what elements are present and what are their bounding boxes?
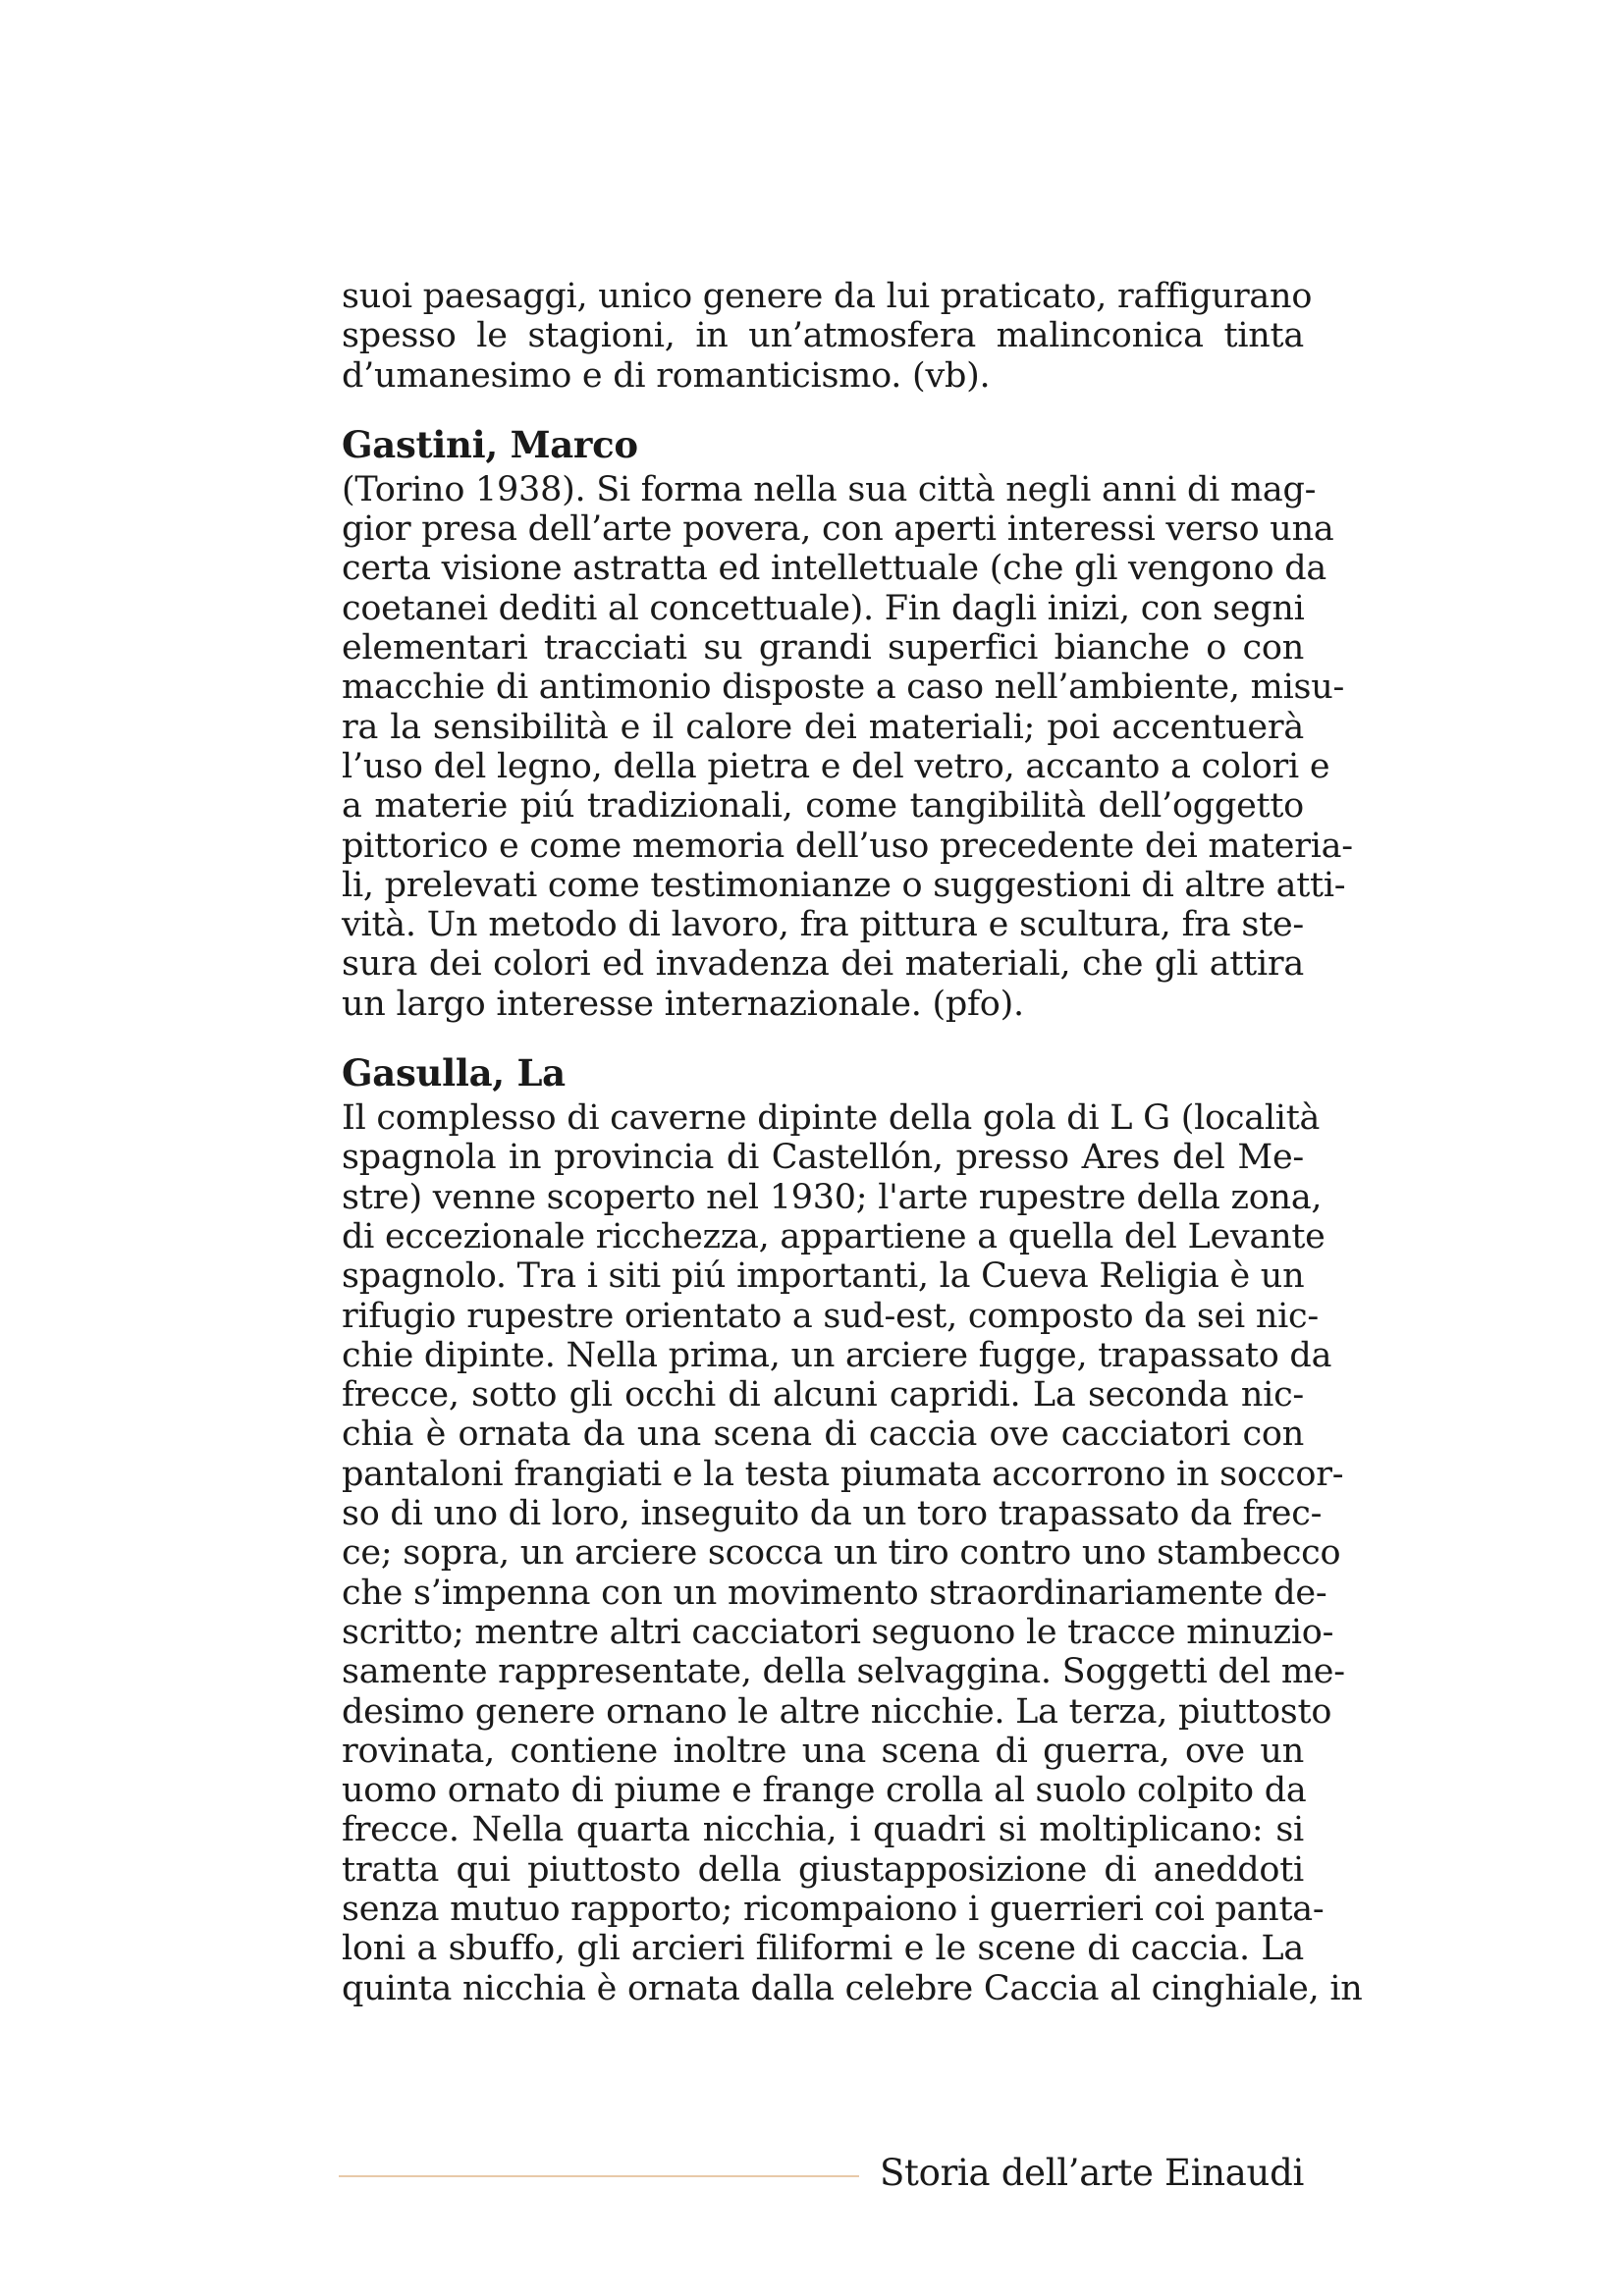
text-line: d’umanesimo e di romanticismo. (vb). [342,355,991,396]
text-line: uomo ornato di piume e frange crolla al suolo colpito da [342,1771,1307,1811]
text-line: un largo interesse internazionale. (pfo). [342,984,1024,1024]
entry-title: Gasulla, La [342,1051,566,1095]
text-line: tratta qui piuttosto della giustapposizione di aneddoti [342,1849,1304,1890]
text-line: chia è ornata da una scena di caccia ove cacciatori con [342,1415,1304,1455]
text-line: certa visione astratta ed intellettuale (che gli vengono da [342,549,1327,589]
text-line: ra la sensibilità e il calore dei materiali; poi accentuerà [342,707,1304,747]
text-line: Il complesso di caverne dipinte della gola di L G (località [342,1098,1321,1139]
text-line: a materie piú tradizionali, come tangibilità dell’oggetto [342,786,1304,827]
text-line: pantaloni frangiati e la testa piumata accorrono in soccor- [342,1454,1344,1494]
text-line: rifugio rupestre orientato a sud-est, composto da sei nic- [342,1296,1319,1336]
text-line: chie dipinte. Nella prima, un arciere fugge, trapassato da [342,1335,1332,1375]
text-line: sura dei colori ed invadenza dei materiali, che gli attira [342,944,1304,985]
text-line: spagnola in provincia di Castellón, presso Ares del Me- [342,1138,1304,1178]
text-line: frecce. Nella quarta nicchia, i quadri si moltiplicano: si [342,1810,1304,1850]
text-line: so di uno di loro, inseguito da un toro trapassato da frec- [342,1494,1323,1534]
text-line: gior presa dell’arte povera, con aperti interessi verso una [342,509,1334,550]
page-body [342,277,1363,2008]
text-line: desimo genere ornano le altre nicchie. La terza, piuttosto [342,1691,1332,1732]
text-line: senza mutuo rapporto; ricompaiono i guerrieri coi panta- [342,1889,1325,1929]
footer-divider [339,2175,859,2177]
text-line: ce; sopra, un arciere scocca un tiro contro uno stambecco [342,1533,1341,1574]
text-line: macchie di antimonio disposte a caso nell’ambiente, misu- [342,667,1345,708]
text-line: l’uso del legno, della pietra e del vetro, accanto a colori e [342,746,1330,786]
text-line: elementari tracciati su grandi superfici bianche o con [342,628,1304,668]
page-footer [339,2152,1304,2201]
text-line: rovinata, contiene inoltre una scena di guerra, ove un [342,1731,1304,1771]
entry-continuation [342,277,1313,396]
text-line: suoi paesaggi, unico genere da lui praticato, raffigurano [342,277,1313,316]
text-line: frecce, sotto gli occhi di alcuni capridi. La seconda nic- [342,1375,1304,1415]
entry-title: Gastini, Marco [342,422,638,466]
text-line: (Torino 1938). Si forma nella sua città negli anni di mag- [342,469,1317,509]
text-line: spagnolo. Tra i siti piú importanti, la Cueva Religia è un [342,1256,1305,1297]
footer-title: Storia dell’arte Einaudi [880,2152,1304,2194]
text-line: vità. Un metodo di lavoro, fra pittura e scultura, fra ste- [342,905,1304,945]
text-line: li, prelevati come testimonianze o suggestioni di altre atti- [342,865,1346,905]
text-line: pittorico e come memoria dell’uso precedente dei materia- [342,826,1353,866]
text-line: che s’impenna con un movimento straordinariamente de- [342,1573,1327,1613]
text-line: stre) venne scoperto nel 1930; l'arte rupestre della zona, [342,1177,1323,1217]
entry-gastini [342,422,1353,1024]
text-line: quinta nicchia è ornata dalla celebre Caccia al cinghiale, in [342,1968,1363,2008]
text-line: loni a sbuffo, gli arcieri filiformi e le scene di caccia. La [342,1929,1304,1969]
text-line: coetanei dediti al concettuale). Fin dagli inizi, con segni [342,588,1305,628]
text-line: scritto; mentre altri cacciatori seguono le tracce minuzio- [342,1612,1334,1652]
entry-gasulla [342,1051,1363,2008]
text-line: samente rappresentate, della selvaggina. Soggetti del me- [342,1652,1345,1692]
text-line: di eccezionale ricchezza, appartiene a quella del Levante [342,1216,1325,1256]
text-line: spesso le stagioni, in un’atmosfera malinconica tinta [342,316,1304,356]
